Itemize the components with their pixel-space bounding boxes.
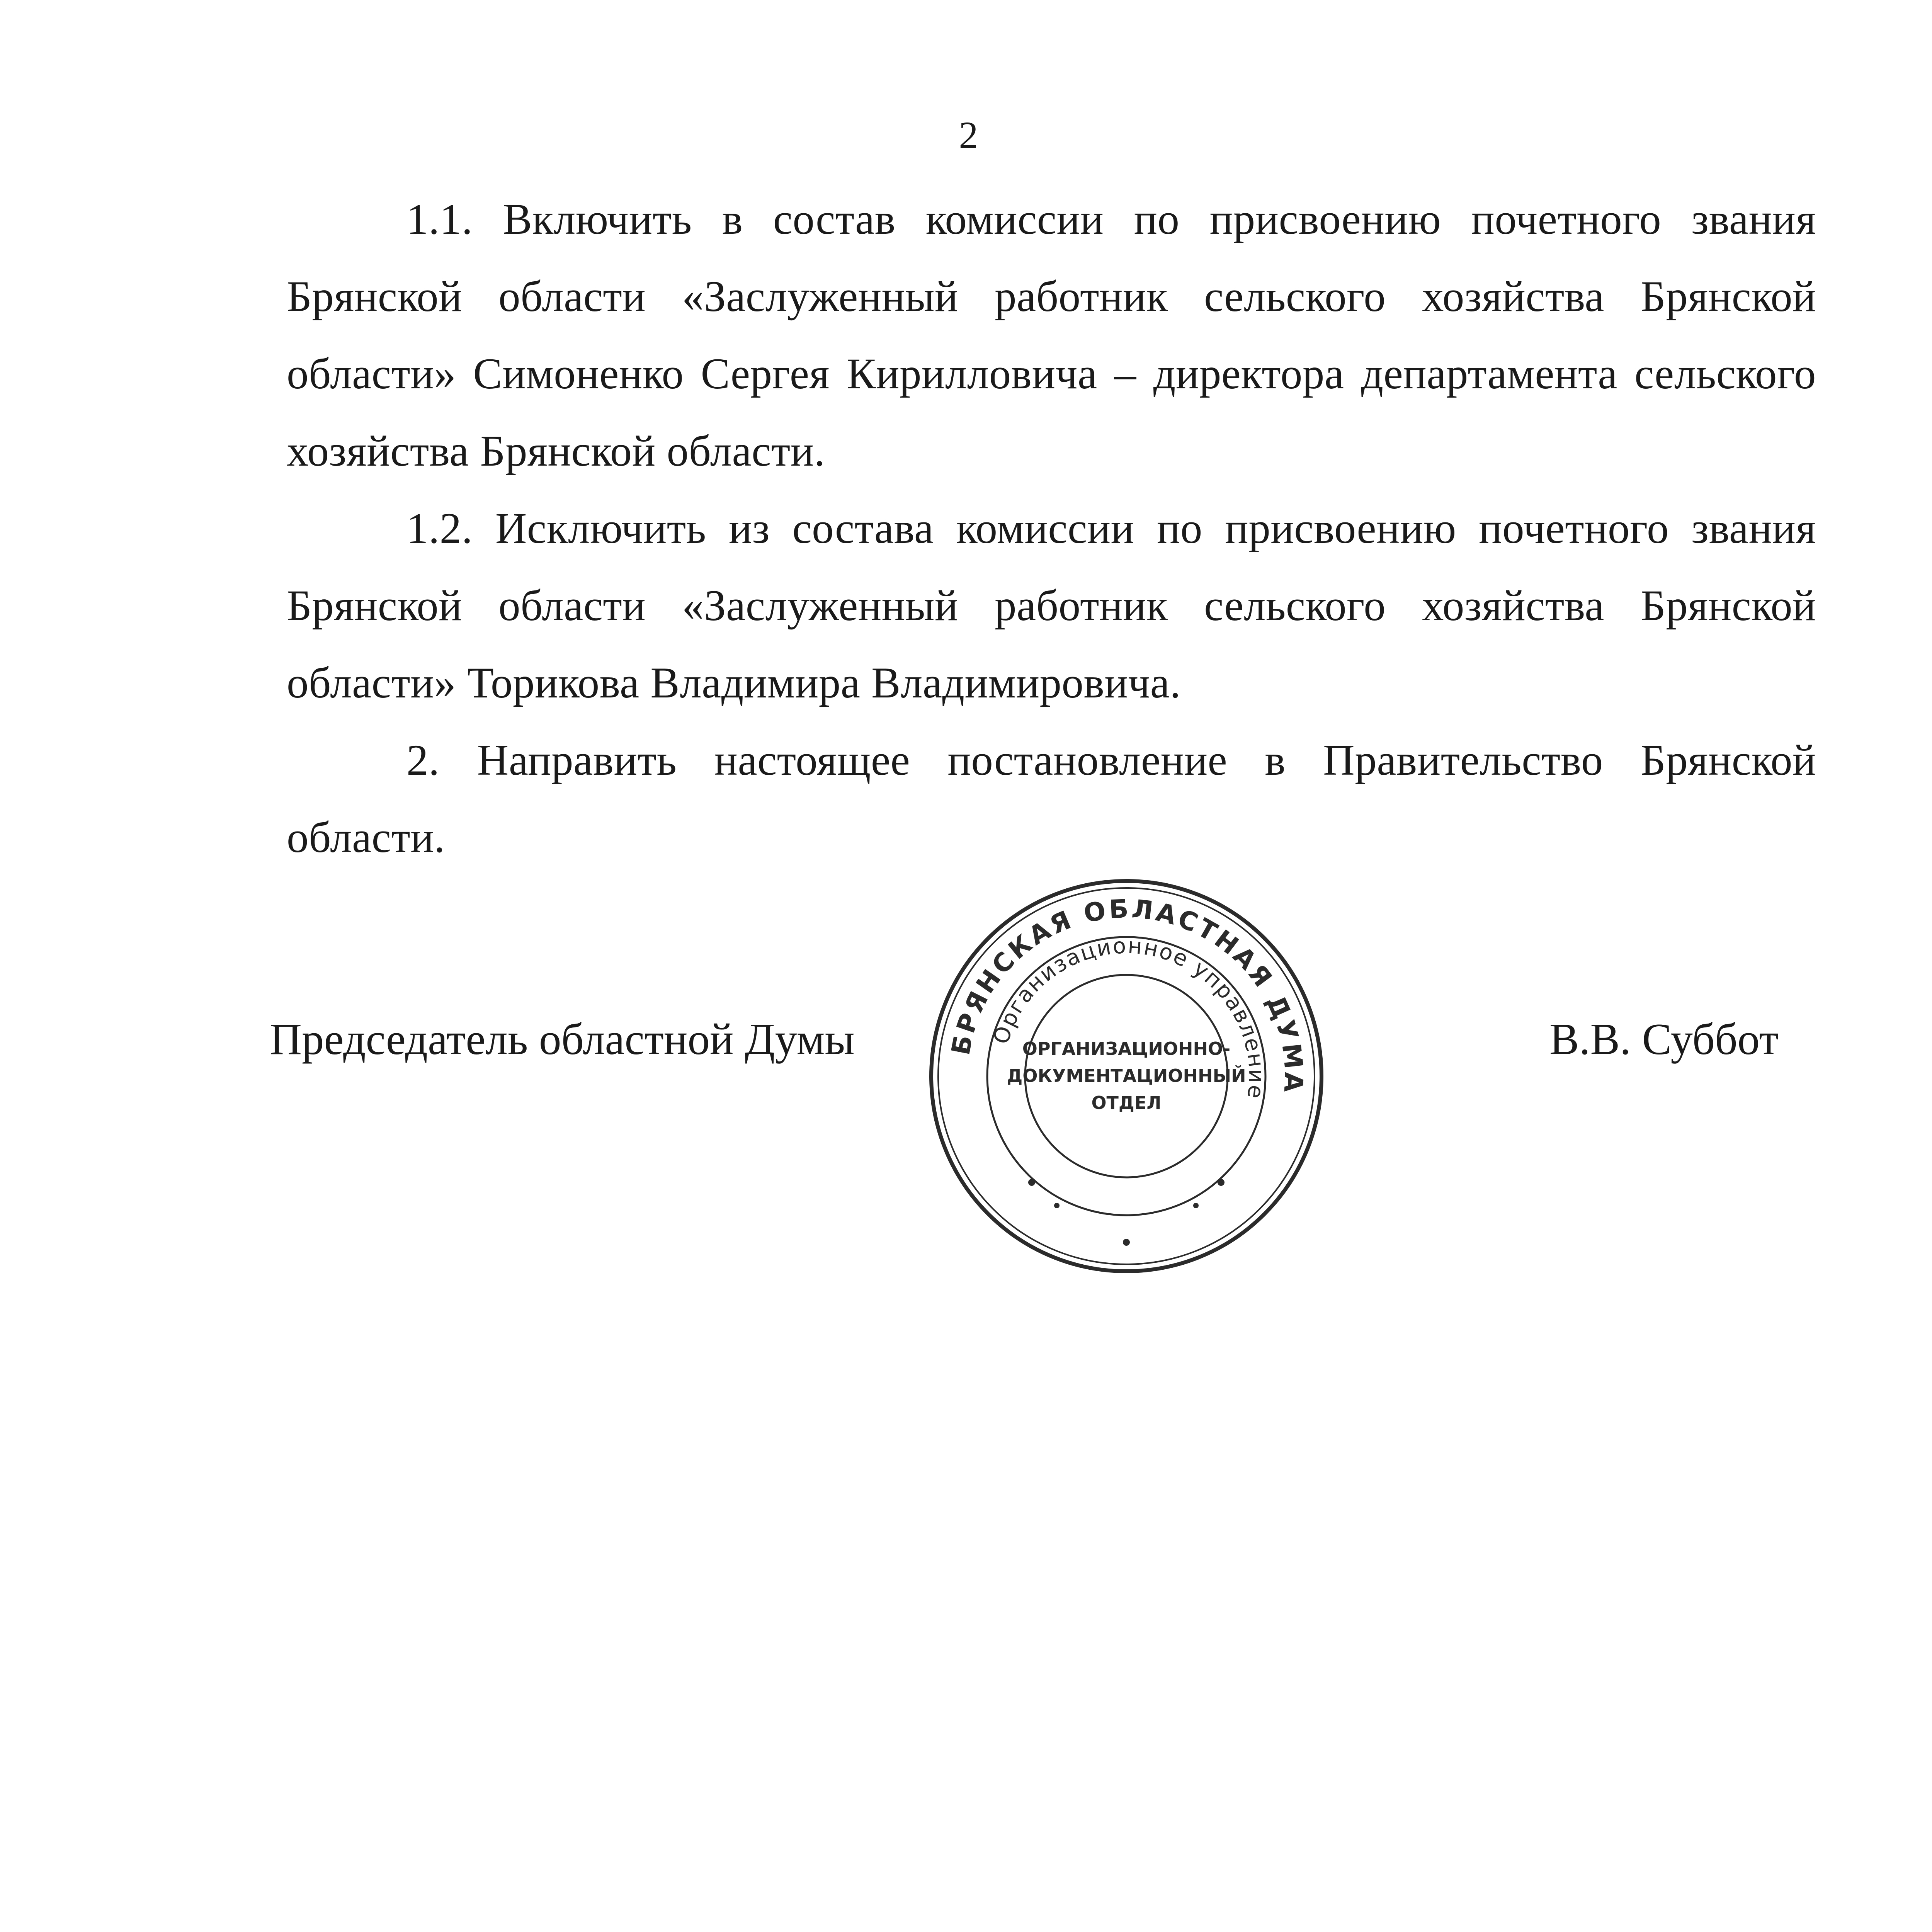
paragraph-1-1: 1.1. Включить в состав комиссии по присвоению почетного звания Брянской области «Заслуженный работник сельского хозяйства Брянской области» Симоненко Сергея Кирилловича – директора департамента сельского хозяйства Брянской области. xyxy=(287,195,1816,475)
seal-star-right xyxy=(1218,1179,1225,1186)
signatory-name: В.В. Суббот xyxy=(1549,1015,1779,1064)
seal-inner-text-path: Организационное управление xyxy=(988,933,1269,1101)
signatory-title: Председатель областной Думы xyxy=(270,1015,855,1064)
seal-star-left xyxy=(1028,1179,1035,1186)
paragraph-1-2: 1.2. Исключить из состава комиссии по присвоению почетного звания Брянской области «Заслуженный работник сельского хозяйства Брянской области» Торикова Владимира Владимировича. xyxy=(287,504,1816,707)
seal-dot-left xyxy=(1054,1203,1060,1208)
seal-center-line-1: ОРГАНИЗАЦИОННО- xyxy=(1022,1038,1231,1059)
seal-star-bottom xyxy=(1123,1239,1130,1246)
seal-graphic xyxy=(923,873,1329,1279)
paragraph-2: 2. Направить настоящее постановление в Правительство Брянской области. xyxy=(287,736,1816,862)
seal-center-line-2: ДОКУМЕНТАЦИОННЫЙ xyxy=(1007,1065,1246,1086)
official-seal-stamp xyxy=(923,873,1329,1279)
seal-dot-right xyxy=(1193,1203,1199,1208)
seal-outer-text-path: БРЯНСКАЯ ОБЛАСТНАЯ ДУМА xyxy=(946,894,1309,1095)
page-number: 2 xyxy=(959,114,978,156)
document-body xyxy=(287,181,1816,876)
seal-center-line-3: ОТДЕЛ xyxy=(1091,1092,1162,1113)
